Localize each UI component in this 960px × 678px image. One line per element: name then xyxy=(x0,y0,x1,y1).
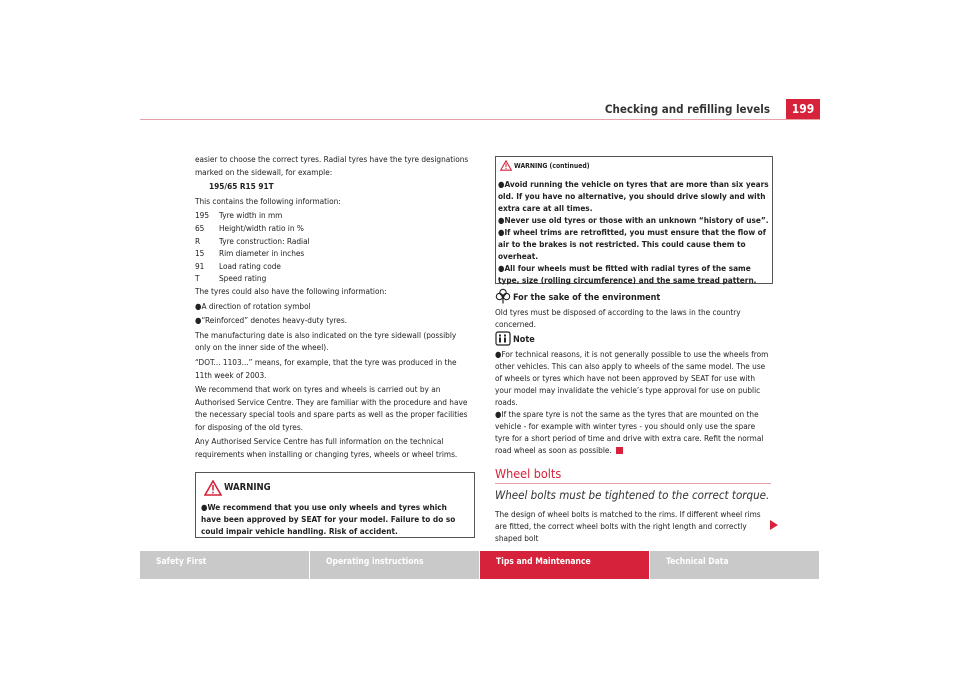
bullet-item: ●A direction of rotation symbol xyxy=(195,300,311,311)
warning-continued-text xyxy=(498,178,770,286)
section-text: The design of wheel bolts is matched to the rims. If different wheel rims are fitted, the correct wheel bolts with the right length and correctly shaped bolt xyxy=(495,509,761,543)
note-text xyxy=(495,348,771,456)
spec-row: 195 Tyre width in mm xyxy=(195,210,283,221)
spec-row: T Speed rating xyxy=(195,273,267,284)
warning-bullet: ●Avoid running the vehicle on tyres that are more than six years old. If you have no alternative, you should drive slowly and with extra care at all times. xyxy=(498,179,769,213)
recommend-text: We recommend that work on tyres and wheels is carried out by an Authorised Service Centre. They are familiar with the procedure and have the necessary special tools and spare parts as well as the proper facilities for disposing of the old tyres. xyxy=(195,384,468,432)
environment-title: For the sake of the environment xyxy=(513,293,661,303)
left-column xyxy=(195,153,470,463)
tab-tips-and-maintenance[interactable]: Tips and Maintenance xyxy=(480,551,649,579)
section-rule xyxy=(495,483,771,484)
warning-icon xyxy=(204,480,222,496)
warning-text: ●We recommend that you use only wheels and tyres which have been approved by SEAT for your model. Failure to do so could impair vehicle handling. Risk of accident. xyxy=(201,502,456,536)
header-title: Checking and refilling levels xyxy=(604,102,770,116)
spec-row: 65 Height/width ratio in % xyxy=(195,222,304,233)
contains-text: This contains the following information: xyxy=(195,195,341,206)
spec-row: R Tyre construction: Radial xyxy=(195,235,310,246)
tab-safety-first[interactable]: Safety First xyxy=(140,551,309,579)
service-text: Any Authorised Service Centre has full information on the technical requirements when installing or changing tyres, wheels or wheel trims. xyxy=(195,436,458,460)
intro-text: easier to choose the correct tyres. Radial tyres have the tyre designations marked on the sidewall, for example: xyxy=(195,154,469,177)
environment-flower-icon xyxy=(495,288,511,304)
note-icon xyxy=(495,331,511,347)
tab-technical-data[interactable]: Technical Data xyxy=(650,551,819,579)
spec-row: 91 Load rating code xyxy=(195,260,281,271)
section-end-marker xyxy=(616,447,623,454)
spec-row: 15 Rim diameter in inches xyxy=(195,248,305,259)
note-title: Note xyxy=(513,335,535,345)
page-number: 199 xyxy=(786,99,820,119)
bullet-item: ●“Reinforced” denotes heavy-duty tyres. xyxy=(195,315,348,326)
warning-bullet: ●Never use old tyres or those with an unknown “history of use”. xyxy=(498,215,769,225)
note-bullet: ●If the spare tyre is not the same as the tyres that are mounted on the vehicle - for example with winter tyres - you should only use the spare tyre for a short period of time and drive with extra care. Refit the normal road wheel as soon as possible. xyxy=(495,409,764,455)
example-designation: 195/65 R15 91T xyxy=(209,181,274,192)
date-info: The manufacturing date is also indicated on the tyre sidewall (possibly only on the inner side of the wheel). xyxy=(195,329,457,353)
footer-nav xyxy=(140,551,820,579)
tab-operating-instructions[interactable]: Operating instructions xyxy=(310,551,479,579)
section-subtitle: Wheel bolts must be tightened to the correct torque. xyxy=(495,488,770,502)
warning-box xyxy=(195,472,475,538)
section-title: Wheel bolts xyxy=(495,466,562,481)
warning-icon xyxy=(500,160,512,171)
warning-title: WARNING xyxy=(224,482,271,493)
warning-continued-title: WARNING (continued) xyxy=(514,162,590,170)
dot-info: “DOT... 1103...” means, for example, that the tyre was produced in the 11th week of 2003. xyxy=(195,356,457,380)
note-bullet: ●For technical reasons, it is not generally possible to use the wheels from other vehicles. This can also apply to wheels of the same model. The use of wheels or tyres which have not been approved by SEAT for use with your model may invalidate the vehicle’s type approval for use on public roads. xyxy=(495,349,769,407)
header-rule xyxy=(140,119,820,120)
environment-text: Old tyres must be disposed of according to the laws in the country concerned. xyxy=(495,307,741,329)
continue-arrow-icon xyxy=(770,520,778,530)
spec-list xyxy=(195,209,470,285)
warning-bullet: ●All four wheels must be fitted with radial tyres of the same type, size (rolling circumference) and the same tread pattern. xyxy=(498,263,757,285)
also-text: The tyres could also have the following information: xyxy=(195,285,387,296)
warning-continued-box xyxy=(495,156,773,284)
warning-bullet: ●If wheel trims are retrofitted, you must ensure that the flow of air to the brakes is not restricted. This could cause them to overheat. xyxy=(498,227,766,261)
